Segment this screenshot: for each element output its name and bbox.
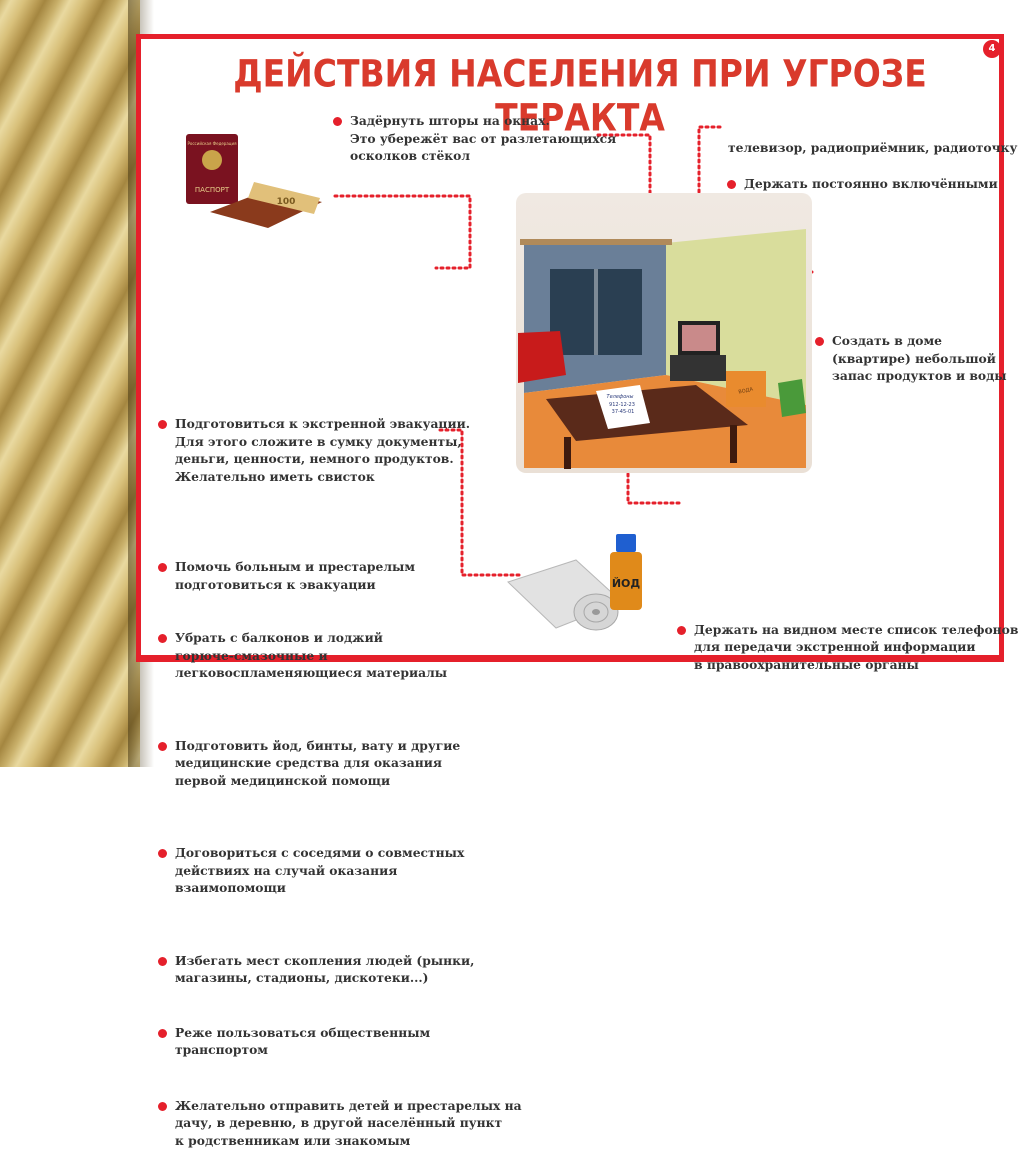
- left-item-transport: [175, 1024, 1024, 1059]
- documents-illustration: [184, 132, 334, 232]
- left-item-line: магазины, стадионы, дискотеки...): [175, 969, 1024, 987]
- left-item-line: к родственникам или знакомым: [175, 1132, 1024, 1149]
- left-item-line: Договориться с соседями о совместных: [175, 844, 1024, 862]
- left-item-line: горюче-смазочные и: [175, 647, 1024, 665]
- right-item-line: запас продуктов и воды: [832, 367, 1024, 385]
- left-item-line: Подготовиться к экстренной эвакуации.: [175, 415, 1024, 433]
- left-item-line: Для этого сложите в сумку документы,: [175, 433, 1024, 451]
- right-item-line: Создать в доме: [832, 332, 1024, 350]
- room-illustration: [516, 193, 812, 473]
- box-label: ВОДА: [738, 386, 754, 395]
- left-item-crowds: [175, 952, 1024, 987]
- page-number: 4: [983, 40, 1001, 58]
- right-item-line: Держать постоянно включёнными: [744, 175, 1024, 193]
- money-label: 100: [277, 197, 296, 207]
- left-item-line: подготовиться к эвакуации: [175, 576, 1024, 594]
- phone-list-entry: 37-45-01: [612, 409, 635, 415]
- phone-list-title: Телефоны: [607, 394, 634, 400]
- passport-label: ПАСПОРТ: [195, 186, 230, 194]
- left-item-line: Желательно отправить детей и престарелых на: [175, 1097, 1024, 1115]
- right-item-line: в правоохранительные органы: [694, 656, 1024, 674]
- top-item-line: осколков стёкол: [350, 147, 1024, 165]
- left-item-line: Избегать мест скопления людей (рынки,: [175, 952, 1024, 970]
- first-aid-illustration: [500, 532, 660, 642]
- left-item-line: действиях на случай оказания: [175, 862, 1024, 880]
- left-item-line: легковоспламеняющиеся материалы: [175, 664, 1024, 682]
- passport-emblem-label: Российская Федерация: [187, 141, 237, 146]
- left-item-line: дачу, в деревню, в другой населённый пункт: [175, 1114, 1024, 1132]
- left-item-line: первой медицинской помощи: [175, 772, 1024, 790]
- page-title: ДЕЙСТВИЯ НАСЕЛЕНИЯ ПРИ УГРОЗЕ ТЕРАКТА: [160, 52, 1000, 139]
- left-item-send-children: [175, 1097, 1024, 1149]
- right-item-line: для передачи экстренной информации: [694, 638, 1024, 656]
- left-item-neighbors: [175, 844, 1024, 897]
- left-item-line: взаимопомощи: [175, 879, 1024, 897]
- armchair-icon: [518, 331, 566, 383]
- left-item-line: транспортом: [175, 1041, 1024, 1059]
- top-item-line: Задёрнуть шторы на окнах.: [350, 112, 1024, 130]
- left-item-line: Желательно иметь свисток: [175, 468, 1024, 486]
- left-item-line: Реже пользоваться общественным: [175, 1024, 1024, 1042]
- left-item-line: деньги, ценности, немного продуктов.: [175, 450, 1024, 468]
- phone-list-entry: 912-12-23: [609, 402, 635, 408]
- right-item-line: телевизор, радиоприёмник, радиоточку: [728, 139, 1017, 157]
- top-item-line: Это убережёт вас от разлетающихся: [350, 130, 1024, 148]
- iodine-label: ЙОД: [612, 577, 641, 590]
- right-item-line: (квартире) небольшой: [832, 350, 1024, 368]
- left-item-line: Убрать с балконов и лоджий: [175, 629, 1024, 647]
- bag-icon: [778, 379, 806, 417]
- left-item-line: медицинские средства для оказания: [175, 754, 1024, 772]
- left-item-line: Помочь больным и престарелым: [175, 558, 1024, 576]
- left-item-line: Подготовить йод, бинты, вату и другие: [175, 737, 1024, 755]
- right-item-line: Держать на видном месте список телефонов: [694, 621, 1024, 639]
